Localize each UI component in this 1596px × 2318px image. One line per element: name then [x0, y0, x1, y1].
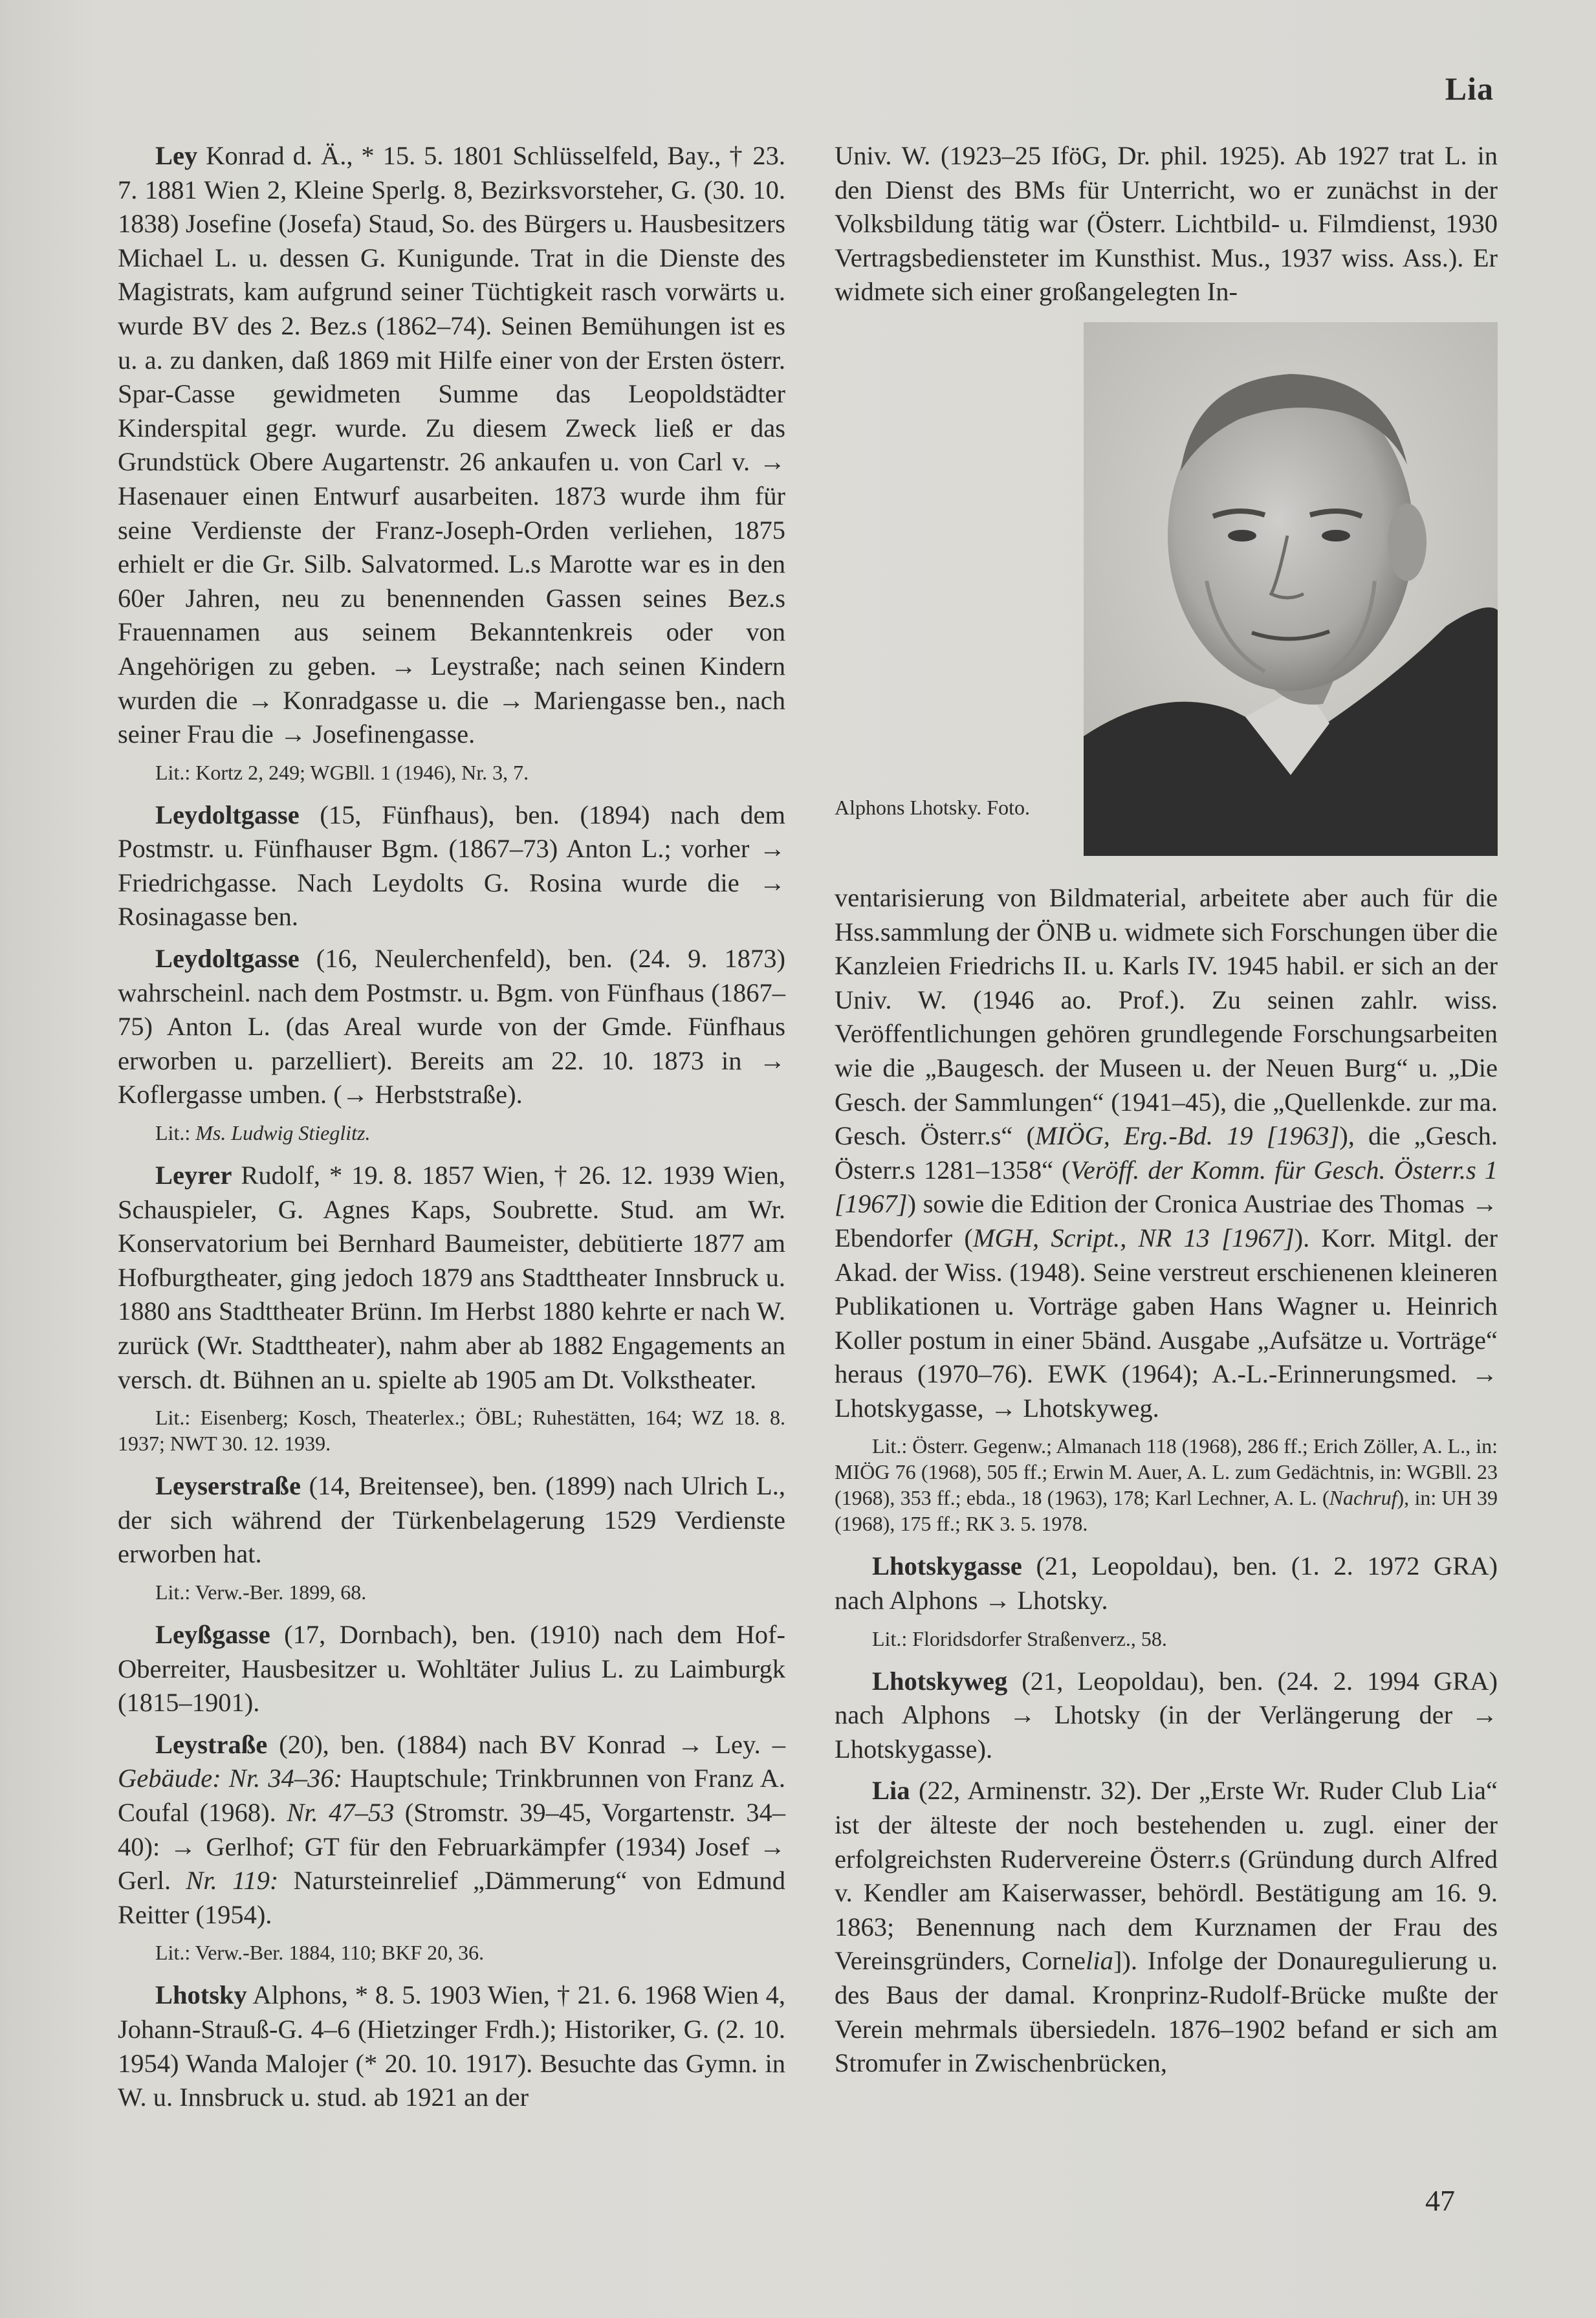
entry-leyserstrasse: [118, 1469, 785, 1571]
entry-body: (20), ben. (1884) nach BV Konrad → Ley. –: [267, 1729, 785, 1759]
entry-leydoltgasse-15: [118, 798, 785, 934]
entry-lhotskygasse: [835, 1549, 1498, 1617]
literature-note: Lit.: Floridsdorfer Straßenverz., 58.: [872, 1626, 1167, 1650]
literature-note: Lit.: Eisenberg; Kosch, Theaterlex.; ÖBL; Ruhestätten, 164; WZ 18. 8. 1937; NWT 30. 12. 1939.: [118, 1406, 785, 1456]
entry-body: (14, Breitensee), ben. (1899) nach Ulrich L., der sich während der Türkenbelagerung 1529 Verdienste erworben hat.: [118, 1471, 785, 1569]
lit-text: ), in: UH 39 (1968), 175 ff.; RK 3. 5. 1978.: [835, 1486, 1498, 1536]
entry-body: Rudolf, * 19. 8. 1857 Wien, † 26. 12. 1939 Wien, Schauspieler, G. Agnes Kaps, Soubrette. Stud. am Wr. Konservatorium bei Bernhard Baumeister, debütierte 1877 am Hofburgtheater, ging jedoch 1879 ans Stadttheater Innsbruck u. 1880 ans Stadttheater Brünn. Im Herbst 1880 kehrte er nach W. zurück (Wr. Stadttheater), nahm aber ab 1882 Engagements an versch. dt. Bühnen an u. spielte ab 1905 am Dt. Volkstheater.: [118, 1161, 785, 1394]
literature-note: [118, 1120, 785, 1146]
lit-prefix: Lit.:: [155, 1121, 196, 1145]
entry-body: ]). Infolge der Donauregulierung u. des Baus der damal. Kronprinz-Rudolf-Brücke mußte der Verein mehrmals übersiedeln. 1876–1902 befand er sich am Stromufer in Zwischenbrücken,: [835, 1946, 1498, 2078]
entry-body: (16, Neulerchenfeld), ben. (24. 9. 1873) wahrscheinl. nach dem Postmstr. u. Bgm. von Fünfhaus (1867–75) Anton L. (das Areal wurde von der Gmde. Fünfhaus erworben u. parzelliert). Bereits am 22. 10. 1873 in → Koflergasse umben. (→ Herbststraße).: [118, 944, 785, 1110]
headword: Leyßgasse: [155, 1619, 270, 1649]
entry-leystrasse: [118, 1728, 785, 1932]
entry-body-italic: lia: [1086, 1946, 1113, 1976]
entry-body-italic: Gebäude: Nr. 34–36:: [118, 1764, 343, 1793]
portrait-photo: [1084, 322, 1498, 856]
entry-body: (17, Dornbach), ben. (1910) nach dem Hof-Oberreiter, Hausbesitzer u. Wohltäter Julius L. zu Laimburgk (1815–1901).: [118, 1619, 785, 1718]
entry-leydoltgasse-16: [118, 942, 785, 1112]
portrait-figure: [835, 322, 1498, 872]
left-column: [118, 139, 785, 2123]
entry-body-italic: Nr. 47–53: [287, 1797, 395, 1827]
entry-body: (22, Arminenstr. 32). Der „Erste Wr. Ruder Club Lia“ ist der älteste der noch bestehenden u. zugl. einer der erfolgreichsten Rudervereine Österr.s (Gründung durch Alfred v. Kendler am Kaiserwasser, behördl. Bestätigung am 16. 9. 1863; Benennung nach dem Kurznamen der Frau des Vereinsgründers, Corne: [835, 1776, 1498, 1976]
entry-leyssgasse: [118, 1618, 785, 1720]
entry-body: (15, Fünfhaus), ben. (1894) nach dem Postmstr. u. Fünfhauser Bgm. (1867–73) Anton L.; vorher → Friedrichgasse. Nach Leydolts G. Rosina wurde die → Rosinagasse ben.: [118, 800, 785, 932]
lit-text-italic: Nachruf: [1329, 1486, 1397, 1510]
right-column: [835, 139, 1498, 2088]
literature-note: [835, 1433, 1498, 1536]
headword: Leydoltgasse: [155, 800, 300, 829]
lhotsky-continuation-bottom: [835, 881, 1498, 1426]
headword: Lhotsky: [155, 1980, 247, 2010]
entry-body: ) sowie die Edition der Cronica Austriae des Thomas → Ebendorfer (: [835, 1189, 1498, 1252]
entry-body: (21, Leopoldau), ben. (1. 2. 1972 GRA) nach Alphons → Lhotsky.: [835, 1551, 1498, 1615]
portrait-image: [1084, 322, 1498, 856]
page-number: 47: [1425, 2184, 1455, 2217]
headword: Ley: [155, 141, 198, 170]
literature-note: Lit.: Verw.-Ber. 1899, 68.: [155, 1580, 367, 1604]
entry-lhotskyweg: [835, 1665, 1498, 1767]
entry-body-italic: MIÖG, Erg.-Bd. 19 [1963]: [1034, 1121, 1340, 1151]
entry-body: Natursteinrelief „Dämmerung“ von Edmund Reitter (1954).: [118, 1866, 785, 1929]
literature-note: Lit.: Verw.-Ber. 1884, 110; BKF 20, 36.: [155, 1941, 485, 1965]
lit-source: Ms. Ludwig Stieglitz.: [195, 1121, 371, 1145]
headword: Leyserstraße: [155, 1471, 301, 1501]
entry-body-italic: Nr. 119:: [186, 1866, 279, 1896]
entry-body: Konrad d. Ä., * 15. 5. 1801 Schlüsselfeld, Bay., † 23. 7. 1881 Wien 2, Kleine Sperlg. 8, Bezirksvorsteher, G. (30. 10. 1838) Josefine (Josefa) Staud, So. des Bürgers u. Hausbesitzers Michael L. u. dessen G. Kunigunde. Trat in die Dienste des Magistrats, kam aufgrund seiner Tüchtigkeit rasch vorwärts u. wurde BV des 2. Bez.s (1862–74). Seinen Bemühungen ist es u. a. zu danken, daß 1869 mit Hilfe einer von der Ersten österr. Spar-Casse gewidmeten Summe das Leopoldstädter Kinderspital gegr. wurde. Zu diesem Zweck ließ er das Grundstück Obere Augartenstr. 26 ankaufen u. von Carl v. → Hasenauer einen Entwurf ausarbeiten. 1873 wurde ihm für seine Verdienste der Franz-Joseph-Orden verliehen, 1875 erhielt er die Gr. Silb. Salvatormed. L.s Marotte war es in den 60er Jahren, neu zu benennenden Gassen seines Bez.s Frauennamen aus seinem Bekanntenkreis oder von Angehörigen zu geben. → Leystraße; nach seinen Kindern wurden die → Konradgasse u. die → Mariengasse ben., nach seiner Frau die → Josefinengasse.: [118, 141, 785, 749]
entry-body: ), die „Gesch. Österr.s 1281–1358“ (: [835, 1121, 1498, 1185]
headword: Leystraße: [155, 1729, 268, 1759]
headword: Lhotskygasse: [872, 1551, 1022, 1581]
entry-body: Alphons, * 8. 5. 1903 Wien, † 21. 6. 1968 Wien 4, Johann-Strauß-G. 4–6 (Hietzinger Frdh.); Historiker, G. (2. 10. 1954) Wanda Malojer (* 20. 10. 1917). Besuchte das Gymn. in W. u. Innsbruck u. stud. ab 1921 an der: [118, 1980, 785, 2112]
running-head: Lia: [1445, 71, 1494, 107]
entry-lhotsky: [118, 1978, 785, 2114]
headword: Leydoltgasse: [155, 944, 300, 974]
literature-note: Lit.: Kortz 2, 249; WGBll. 1 (1946), Nr. 3, 7.: [155, 760, 529, 784]
entry-body: (Stromstr. 39–45, Vorgartenstr. 34–40): → Gerlhof; GT für den Februarkämpfer (1934) Josef → Gerl.: [118, 1797, 785, 1896]
entry-body: ventarisierung von Bildmaterial, arbeitete aber auch für die Hss.sammlung der ÖNB u. widmete sich Forschungen über die Kanzleien Friedrichs II. u. Karls IV. 1945 habil. er sich an der Univ. W. (1946 ao. Prof.). Zu seinen zahlr. wiss. Veröffentlichungen gehören grundlegende Forschungsarbeiten wie die „Baugesch. der Museen u. der Neuen Burg“ u. „Die Gesch. der Sammlungen“ (1941–45), die „Quellenkde. zur ma. Gesch. Österr.s“ (: [835, 882, 1498, 1151]
figure-caption: Alphons Lhotsky. Foto.: [835, 795, 1030, 819]
lit-text: Lit.: Österr. Gegenw.; Almanach 118 (1968), 286 ff.; Erich Zöller, A. L., in: MIÖG 76 (1968), 505 ff.; Erwin M. Auer, A. L. zum Gedächtnis, in: WGBll. 23 (1968), 353 ff.; ebda., 18 (1963), 178; Karl Lechner, A. L. (: [835, 1434, 1498, 1510]
entry-ley: [118, 139, 785, 752]
entry-body-italic: MGH, Script., NR 13 [1967]: [972, 1223, 1295, 1252]
lhotsky-continuation-top: Univ. W. (1923–25 IföG, Dr. phil. 1925). Ab 1927 trat L. in den Dienst des BMs für Unterricht, wo er zunächst in der Volksbildung tätig war (Österr. Lichtbild- u. Filmdienst, 1930 Vertragsbediensteter im Kunsthist. Mus., 1937 wiss. Ass.). Er widmete sich einer großangelegten In-: [835, 141, 1498, 307]
entry-leyrer: [118, 1159, 785, 1397]
entry-body-italic: Veröff. der Komm. für Gesch. Österr.s 1 [1967]: [835, 1155, 1498, 1219]
entry-body: (21, Leopoldau), ben. (24. 2. 1994 GRA) nach Alphons → Lhotsky (in der Verlängerung der → Lhotskygasse).: [835, 1666, 1498, 1764]
entry-lia: [835, 1774, 1498, 2080]
headword: Lhotskyweg: [872, 1666, 1008, 1696]
entry-body: ). Korr. Mitgl. der Akad. der Wiss. (1948). Seine verstreut erschienenen kleineren Publikationen u. Vorträge gaben Hans Wagner u. Heinrich Koller postum in einer 5bänd. Ausgabe „Aufsätze u. Vorträge“ heraus (1970–76). EWK (1964); A.-L.-Erinnerungsmed. → Lhotskygasse, → Lhotskyweg.: [835, 1223, 1498, 1423]
entry-body: Hauptschule; Trinkbrunnen von Franz A. Coufal (1968).: [118, 1764, 785, 1827]
headword: Lia: [872, 1776, 910, 1806]
headword: Leyrer: [155, 1161, 232, 1190]
